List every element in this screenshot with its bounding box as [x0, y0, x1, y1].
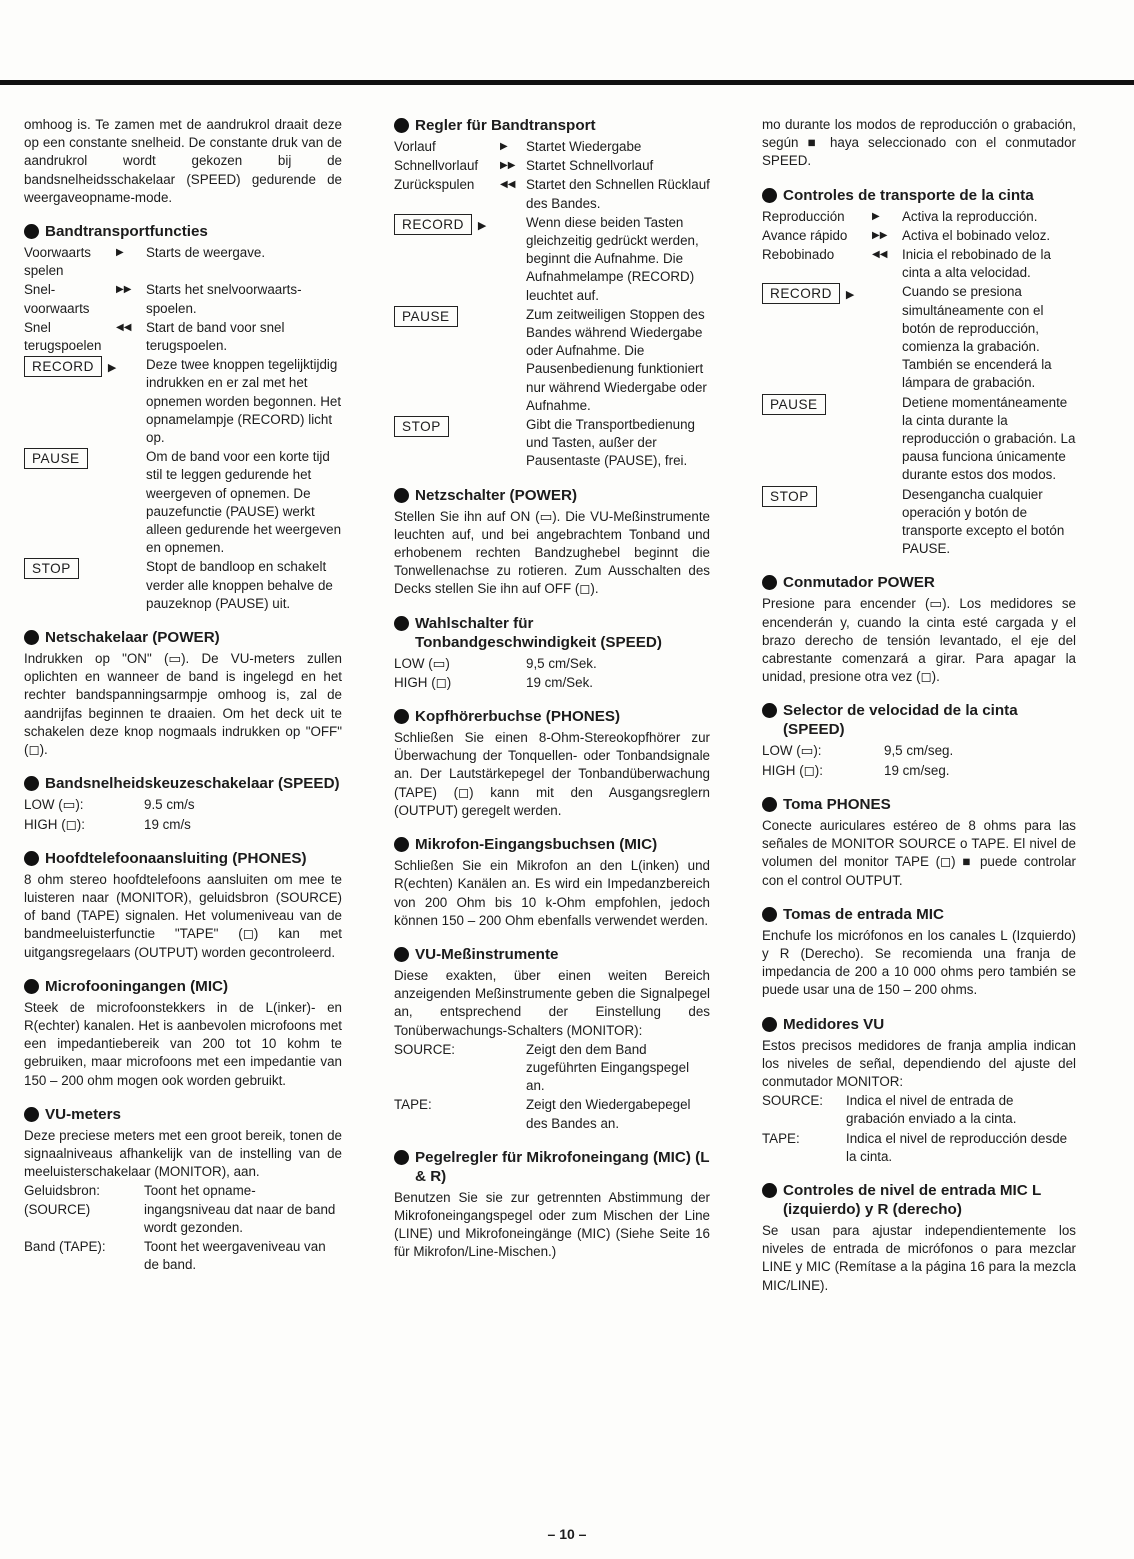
- pause-button-symbol: PAUSE: [762, 394, 826, 415]
- bullet-icon: [24, 979, 39, 994]
- de-vu-section: [394, 945, 710, 1133]
- de-ff-row: Schnellvorlauf ▶▶ Startet Schnellvorlauf: [394, 157, 710, 175]
- bullet-icon: [24, 630, 39, 645]
- rewind-icon: ◀◀: [872, 249, 888, 261]
- es-power-text: Presione para encender (▭). Los medidores se encenderán y, cuando la cinta esté cargada y el brazo derecho de tensión levantado, el eje del cabrestante comenzará a girar. Para apagar la unidad, presione otra vez (◻).: [762, 596, 1076, 685]
- nl-rew-row: Snel terugspoelen ◀◀ Start de band voor snel terugspoelen.: [24, 319, 285, 354]
- nl-ff-row: Snel-voorwaarts ▶▶ Starts het snelvoorwaarts-spoelen.: [24, 282, 302, 316]
- nl-speed-low-row: LOW (▭): 9.5 cm/s: [24, 797, 195, 813]
- fast-forward-icon: ▶▶: [116, 284, 132, 296]
- nl-intro-text: omhoog is. Te zamen met de aandrukrol draait deze op een constante snelheid. De constante druk van de aandrukrol wordt gekozen bij de bandsnelheidsschakelaar (SPEED) gedurende de weergaveopname-mode.: [24, 117, 342, 205]
- nl-stop-row: STOP Stopt de bandloop en schakelt verder alle knoppen behalve de pauzeknop (PAUSE) uit.: [24, 558, 342, 613]
- nl-vu-source-row: Geluidsbron: (SOURCE) Toont het opname-ingangsniveau dat naar de band wordt gezonden.: [24, 1183, 336, 1235]
- nl-power-section: [24, 628, 342, 759]
- nl-mic-section: [24, 977, 342, 1090]
- de-transport-section: [394, 116, 710, 471]
- de-play-row: Vorlauf ▶ Startet Wiedergabe: [394, 138, 710, 156]
- es-speed-low-row: LOW (▭): 9,5 cm/seg.: [762, 743, 954, 759]
- bullet-icon: [24, 851, 39, 866]
- bullet-icon: [394, 947, 409, 962]
- de-vu-text: Diese exakten, über einen weiten Bereich anzeigenden Meßinstrumente geben die Signalpegel an, entsprechend der Einstellung des Tonüberwachungs-Schalters (MONITOR):: [394, 967, 710, 1038]
- pause-button-symbol: PAUSE: [394, 306, 458, 327]
- nl-vu-tape-row: Band (TAPE): Toont het weergaveniveau van de band.: [24, 1238, 326, 1273]
- stop-button-symbol: STOP: [24, 558, 79, 579]
- record-button-symbol: RECORD: [762, 283, 840, 304]
- fast-forward-icon: ▶▶: [500, 160, 516, 172]
- nl-transport-section: [24, 222, 342, 613]
- fast-forward-icon: ▶▶: [872, 229, 888, 241]
- de-miclevel-heading: Pegelregler für Mikrofoneingang (MIC) (L & R): [394, 1148, 710, 1186]
- pause-button-symbol: PAUSE: [24, 448, 88, 469]
- bullet-icon: [394, 488, 409, 503]
- bullet-icon: [394, 118, 409, 133]
- nl-power-heading: Netschakelaar (POWER): [24, 628, 342, 647]
- es-mic-heading: Tomas de entrada MIC: [762, 905, 1076, 924]
- nl-phones-heading: Hoofdtelefoonaansluiting (PHONES): [24, 849, 342, 868]
- de-miclevel-section: [394, 1148, 710, 1262]
- nl-play-row: Voorwaarts spelen ▶ Starts de weergave.: [24, 245, 266, 279]
- play-icon: ▶: [500, 141, 508, 152]
- de-mic-text: Schließen Sie ein Mikrofon an den L(inken) und R(echten) Kanälen an. Es wird ein Impedanzbereich von 200 Ohm bis 10 k-Ohm empfohlen, jedoch können 150 – 200 Ohm ebenfalls verwendet werden.: [394, 858, 710, 928]
- play-icon: ▶: [845, 289, 855, 302]
- de-mic-heading: Mikrofon-Eingangsbuchsen (MIC): [394, 835, 710, 854]
- es-mic-section: [762, 905, 1076, 1000]
- es-speed-section: [762, 701, 1076, 779]
- es-record-row: RECORD ▶ Cuando se presiona simultáneamente con el botón de reproducción, comienza la grabación. También se encenderá la lámpara de grabación.: [762, 283, 1076, 392]
- rewind-icon: ◀◀: [116, 321, 132, 333]
- nl-intro-section: [24, 116, 342, 207]
- es-play-row: Reproducción ▶ Activa la reproducción.: [762, 208, 1076, 226]
- bullet-icon: [394, 616, 409, 631]
- de-rew-row: Zurückspulen ◀◀ Startet den Schnellen Rücklauf des Bandes.: [394, 177, 710, 211]
- es-power-heading: Conmutador POWER: [762, 573, 1076, 592]
- es-phones-text: Conecte auriculares estéreo de 8 ohms para las señales de MONITOR SOURCE o TAPE. El nivel de volumen del monitor TAPE (◻) ■ puede controlar con el control OUTPUT.: [762, 817, 1076, 888]
- es-stop-row: STOP Desengancha cualquier operación y botón de transporte excepto el botón PAUSE.: [762, 486, 1076, 559]
- es-miclevel-heading: Controles de nivel de entrada MIC L (izquierdo) y R (derecho): [762, 1181, 1076, 1219]
- column-german: [394, 116, 710, 1262]
- de-speed-low-row: LOW (▭) 9,5 cm/Sek.: [394, 655, 597, 671]
- de-phones-section: [394, 707, 710, 820]
- bullet-icon: [394, 837, 409, 852]
- es-intro-section: [762, 116, 1076, 171]
- bullet-icon: [394, 1150, 409, 1165]
- de-speed-heading: Wahlschalter für Tonbandgeschwindigkeit (SPEED): [394, 614, 710, 652]
- top-rule: [0, 80, 1134, 85]
- es-pause-row: PAUSE Detiene momentáneamente la cinta durante la reproducción o grabación. La pausa funciona únicamente durante estos dos modos.: [762, 394, 1076, 485]
- record-button-symbol: RECORD: [394, 214, 472, 235]
- play-icon: ▶: [107, 362, 117, 375]
- bullet-icon: [24, 776, 39, 791]
- nl-mic-heading: Microfooningangen (MIC): [24, 977, 342, 996]
- nl-mic-text: Steek de microfoonstekkers in de L(inker)- en R(echter) kanalen. Het is aanbevolen microfoons met een impedantiebereik van 200 tot 10 kohm te gebruiken, maar microfoons met een impedantie van 150 – 200 ohm mogen ook worden gebruikt.: [24, 999, 342, 1088]
- play-icon: ▶: [116, 247, 124, 259]
- bullet-icon: [762, 1017, 777, 1032]
- es-vu-section: [762, 1015, 1076, 1166]
- column-dutch: [24, 116, 342, 1275]
- es-phones-heading: Toma PHONES: [762, 795, 1076, 814]
- es-intro-text: mo durante los modos de reproducción o grabación, según ■ haya seleccionado con el conmutador SPEED.: [762, 117, 1076, 169]
- nl-vu-text: Deze preciese meters met een groot bereik, tonen de signaalniveaus afhankelijk van de instelling van de meeluisterschakelaar (MONITOR), aan.: [24, 1127, 342, 1180]
- de-pause-row: PAUSE Zum zeitweiligen Stoppen des Bandes während Wiedergabe oder Aufnahme. Die Pausenbedienung funktioniert nur während Wiedergabe oder Aufnahme.: [394, 306, 710, 415]
- es-speed-heading: Selector de velocidad de la cinta (SPEED): [762, 701, 1076, 739]
- es-ff-row: Avance rápido ▶▶ Activa el bobinado veloz.: [762, 227, 1076, 245]
- rewind-icon: ◀◀: [500, 179, 516, 191]
- nl-phones-text: 8 ohm stereo hoofdtelefoons aansluiten om mee te luisteren naar (MONITOR), geluidsbron (SOURCE) of band (TAPE) signalen. Het volumeniveau van de bandmeeluisterfunctie "TAPE" (◻) kan met uitgangsregelaars (OUTPUT) worden gecontroleerd.: [24, 871, 342, 960]
- nl-record-row: RECORD ▶ Deze twee knoppen tegelijktijdig indrukken en er zal met het opnemen worden begonnen. Het opnamelampje (RECORD) licht op.: [24, 356, 342, 447]
- nl-speed-section: [24, 774, 342, 833]
- bullet-icon: [762, 575, 777, 590]
- nl-pause-row: PAUSE Om de band voor een korte tijd stil te leggen gedurende het weergeven of opnemen. De pauzefunctie (PAUSE) werkt alleen gedurende het weergeven en opnemen.: [24, 448, 342, 557]
- de-power-text: Stellen Sie ihn auf ON (▭). Die VU-Meßinstrumente leuchten auf, und bei angebrachtem Tonband und erhobenem rechten Bandzughebel beginnt die Tonwellenachse zu rotieren. Zum Ausschalten des Decks stellen Sie ihn auf OFF (◻).: [394, 508, 710, 597]
- es-vu-source-row: SOURCE: Indica el nivel de entrada de grabación enviado a la cinta.: [762, 1093, 1017, 1127]
- bullet-icon: [762, 1183, 777, 1198]
- es-vu-text: Estos precisos medidores de franja amplia indican los niveles de señal, dependiendo del ajuste del conmutador MONITOR:: [762, 1037, 1076, 1089]
- es-speed-high-row: HIGH (◻): 19 cm/seg.: [762, 762, 950, 778]
- bullet-icon: [762, 188, 777, 203]
- play-icon: ▶: [477, 219, 487, 232]
- column-spanish: [762, 116, 1076, 1295]
- es-phones-section: [762, 795, 1076, 890]
- es-miclevel-text: Se usan para ajustar independientemente los niveles de entrada de micrófonos o para mezclar LINE y MIC (Remítase a la página 16 para la mezcla MIC/LINE).: [762, 1222, 1076, 1293]
- bullet-icon: [762, 797, 777, 812]
- es-vu-tape-row: TAPE: Indica el nivel de reproducción desde la cinta.: [762, 1130, 1068, 1164]
- es-vu-heading: Medidores VU: [762, 1015, 1076, 1034]
- es-miclevel-section: [762, 1181, 1076, 1295]
- nl-speed-high-row: HIGH (◻): 19 cm/s: [24, 816, 191, 832]
- nl-vu-heading: VU-meters: [24, 1105, 342, 1124]
- de-speed-section: [394, 614, 710, 692]
- play-icon: ▶: [872, 210, 880, 222]
- de-speed-high-row: HIGH (◻) 19 cm/Sek.: [394, 674, 593, 690]
- stop-button-symbol: STOP: [762, 486, 817, 507]
- de-phones-text: Schließen Sie einen 8-Ohm-Stereokopfhörer zur Überwachung der Tonquellen- oder Tonbandsignale an. Der Lautstärkepegel der Tonbandüberwachung (TAPE) (◻) kann mit den Ausgangsreglern (OUTPUT) geregelt werden.: [394, 730, 710, 818]
- nl-phones-section: [24, 849, 342, 962]
- record-button-symbol: RECORD: [24, 356, 102, 377]
- de-mic-section: [394, 835, 710, 930]
- bullet-icon: [24, 1107, 39, 1122]
- de-phones-heading: Kopfhörerbuchse (PHONES): [394, 707, 710, 726]
- es-mic-text: Enchufe los micrófonos en los canales L (Izquierdo) y R (Derecho). Se recomienda una franja de impedancia de 200 a 10 000 ohms pero también se puede usar una de 150 – 200 ohms.: [762, 927, 1076, 998]
- de-power-heading: Netzschalter (POWER): [394, 486, 710, 505]
- es-power-section: [762, 573, 1076, 686]
- page-number: – 10 –: [547, 1526, 587, 1542]
- stop-button-symbol: STOP: [394, 416, 449, 437]
- es-transport-section: [762, 186, 1076, 559]
- bullet-icon: [762, 907, 777, 922]
- nl-speed-heading: Bandsnelheidskeuzeschakelaar (SPEED): [24, 774, 342, 793]
- es-transport-heading: Controles de transporte de la cinta: [762, 186, 1076, 205]
- de-transport-heading: Regler für Bandtransport: [394, 116, 710, 135]
- de-vu-tape-row: TAPE: Zeigt den Wiedergabepegel des Bandes an.: [394, 1097, 691, 1131]
- de-stop-row: STOP Gibt die Transportbedienung und Tasten, außer der Pausentaste (PAUSE), frei.: [394, 416, 710, 471]
- es-rew-row: Rebobinado ◀◀ Inicia el rebobinado de la cinta a alta velocidad.: [762, 247, 1051, 281]
- de-vu-source-row: SOURCE: Zeigt den dem Band zugeführten Eingangspegel an.: [394, 1041, 690, 1094]
- de-power-section: [394, 486, 710, 599]
- nl-vu-section: [24, 1105, 342, 1275]
- de-vu-heading: VU-Meßinstrumente: [394, 945, 710, 964]
- nl-transport-heading: Bandtransportfuncties: [24, 222, 342, 241]
- de-record-row: RECORD ▶ Wenn diese beiden Tasten gleichzeitig gedrückt werden, beginnt die Aufnahme. Die Aufnahmelampe (RECORD) leuchtet auf.: [394, 214, 710, 305]
- nl-power-text: Indrukken op "ON" (▭). De VU-meters zullen oplichten en wanneer de band is ingelegd en het rechter bandspanningsarmpje omhoog is, zal de aandrijfas beginnen te draaien. Om het deck uit te schakelen deze knop nogmaals indrukken op "OFF" (◻).: [24, 651, 342, 758]
- bullet-icon: [394, 709, 409, 724]
- de-miclevel-text: Benutzen Sie sie zur getrennten Abstimmung der Mikrofoneingangspegel oder zum Mischen der Line (LINE) und Mikrofoneingänge (MIC) (Siehe Seite 16 für Mikrofon/Line-Mischen.): [394, 1189, 710, 1260]
- bullet-icon: [24, 224, 39, 239]
- bullet-icon: [762, 703, 777, 718]
